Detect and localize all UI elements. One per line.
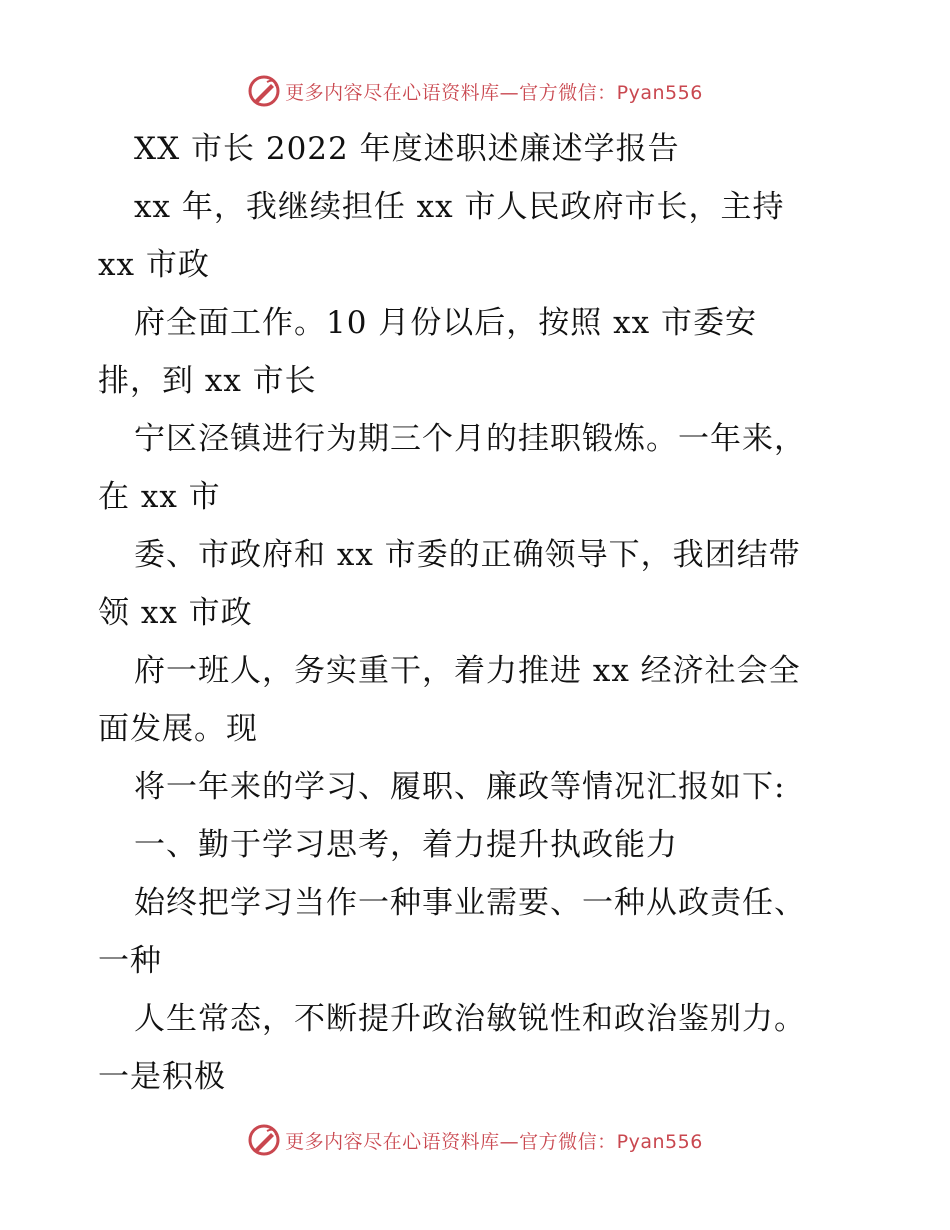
footer-banner	[0, 1118, 950, 1162]
text-line: 人生常态，不断提升政治敏锐性和政治鉴别力。	[134, 1001, 806, 1037]
text-line: 面发展。现	[98, 711, 258, 747]
text-line: 排，到 xx 市长	[98, 363, 317, 399]
text-line: xx 年，我继续担任 xx 市人民政府市长，主持	[134, 189, 785, 225]
text-line: 领 xx 市政	[98, 595, 253, 631]
banner-text: 更多内容尽在心语资料库—官方微信：Pyan556	[285, 1130, 703, 1153]
document-title: XX 市长 2022 年度述职述廉述学报告	[134, 131, 680, 167]
text-line: 一种	[98, 943, 162, 979]
text-line: xx 市政	[98, 247, 210, 283]
text-line: 将一年来的学习、履职、廉政等情况汇报如下:	[134, 769, 786, 805]
text-line: 始终把学习当作一种事业需要、一种从政责任、	[134, 885, 806, 921]
text-line: 在 xx 市	[98, 479, 221, 515]
text-line: 府一班人，务实重干，着力推进 xx 经济社会全	[134, 653, 801, 689]
text-line: 一是积极	[98, 1059, 226, 1095]
section-heading: 一、勤于学习思考，着力提升执政能力	[134, 827, 678, 863]
text-line: 府全面工作。10 月份以后，按照 xx 市委安	[134, 305, 757, 341]
text-line: 委、市政府和 xx 市委的正确领导下，我团结带	[134, 537, 801, 573]
header-banner	[0, 69, 950, 113]
quill-pen-logo-icon	[247, 1123, 281, 1157]
quill-pen-logo-icon	[247, 74, 281, 108]
banner-text: 更多内容尽在心语资料库—官方微信：Pyan556	[285, 81, 703, 104]
text-line: 宁区泾镇进行为期三个月的挂职锻炼。一年来，	[134, 421, 806, 457]
